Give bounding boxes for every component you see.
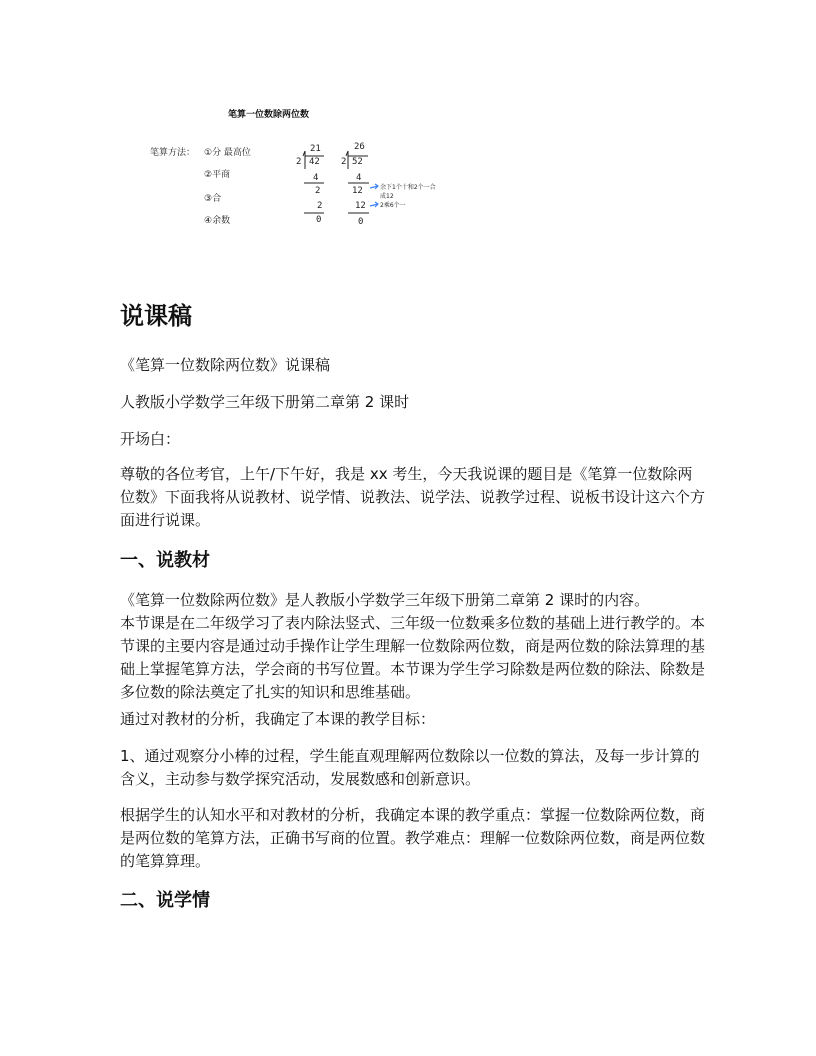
section-heading: 一、说教材 xyxy=(120,550,210,571)
subtitle: 《笔算一位数除两位数》说课稿 xyxy=(120,356,331,374)
method-step: ①分 最高位 xyxy=(204,148,251,158)
annotation: 2乘6个一 xyxy=(380,202,406,209)
step-value: 12 xyxy=(355,201,366,211)
step-value: 4 xyxy=(356,173,362,183)
document-title: 说课稿 xyxy=(120,302,192,330)
quotient-2: 26 xyxy=(354,142,365,152)
dividend-2: 52 xyxy=(352,157,363,167)
paragraph: 1、通过观察分小棒的过程，学生能直观理解两位数除以一位数的算法，及每一步计算的含义，主动参与数学探究活动，发展数感和创新意识。 xyxy=(120,747,700,788)
method-step: ②平商 xyxy=(204,170,231,180)
step-value: 0 xyxy=(358,217,364,227)
paragraph: 《笔算一位数除两位数》是人教版小学数学三年级下册第二章第 2 课时的内容。 xyxy=(120,591,650,609)
step-value: 2 xyxy=(317,201,323,211)
division-lines xyxy=(120,100,440,240)
step-value: 2 xyxy=(315,186,321,196)
dividend-1: 42 xyxy=(309,157,320,167)
paragraph: 本节课是在二年级学习了表内除法竖式、三年级一位数乘多位数的基础上进行教学的。本节课的主要内容是通过动手操作让学生理解一位数除两位数，商是两位数的除法算理的基础上掌握笔算方法，学会商的书写位置。本节课为学生学习除数是两位数的除法、除数是多位数的除法奠定了扎实的知识和思维基础。 xyxy=(120,614,706,701)
quotient-1: 21 xyxy=(310,144,321,154)
divisor-1: 2 xyxy=(296,157,302,167)
paragraph: 根据学生的认知水平和对教材的分析，我确定本课的教学重点：掌握一位数除两位数，商是两位数的笔算方法，正确书写商的位置。教学难点：理解一位数除两位数，商是两位数的笔算算理。 xyxy=(120,806,706,870)
divisor-2: 2 xyxy=(341,157,347,167)
step-value: 0 xyxy=(316,215,322,225)
annotation: 余下1个十和2个一合成12 xyxy=(380,184,436,200)
board-title: 笔算一位数除两位数 xyxy=(228,110,310,120)
opening-label: 开场白： xyxy=(120,430,181,448)
board-design-figure xyxy=(120,100,440,240)
step-value: 12 xyxy=(352,186,363,196)
source-line: 人教版小学数学三年级下册第二章第 2 课时 xyxy=(120,393,410,411)
method-step: ④余数 xyxy=(204,216,231,226)
method-step: ③合 xyxy=(204,194,222,204)
paragraph: 通过对教材的分析，我确定了本课的教学目标： xyxy=(120,710,436,728)
opening-paragraph: 尊敬的各位考官，上午/下午好，我是 xx 考生，今天我说课的题目是《笔算一位数除两位数》下面我将从说教材、说学情、说教法、说学法、说教学过程、说板书设计这六个方面进行说课。 xyxy=(120,465,706,529)
method-label: 笔算方法： xyxy=(150,148,196,158)
section-heading: 二、说学情 xyxy=(120,890,210,911)
step-value: 4 xyxy=(313,173,319,183)
